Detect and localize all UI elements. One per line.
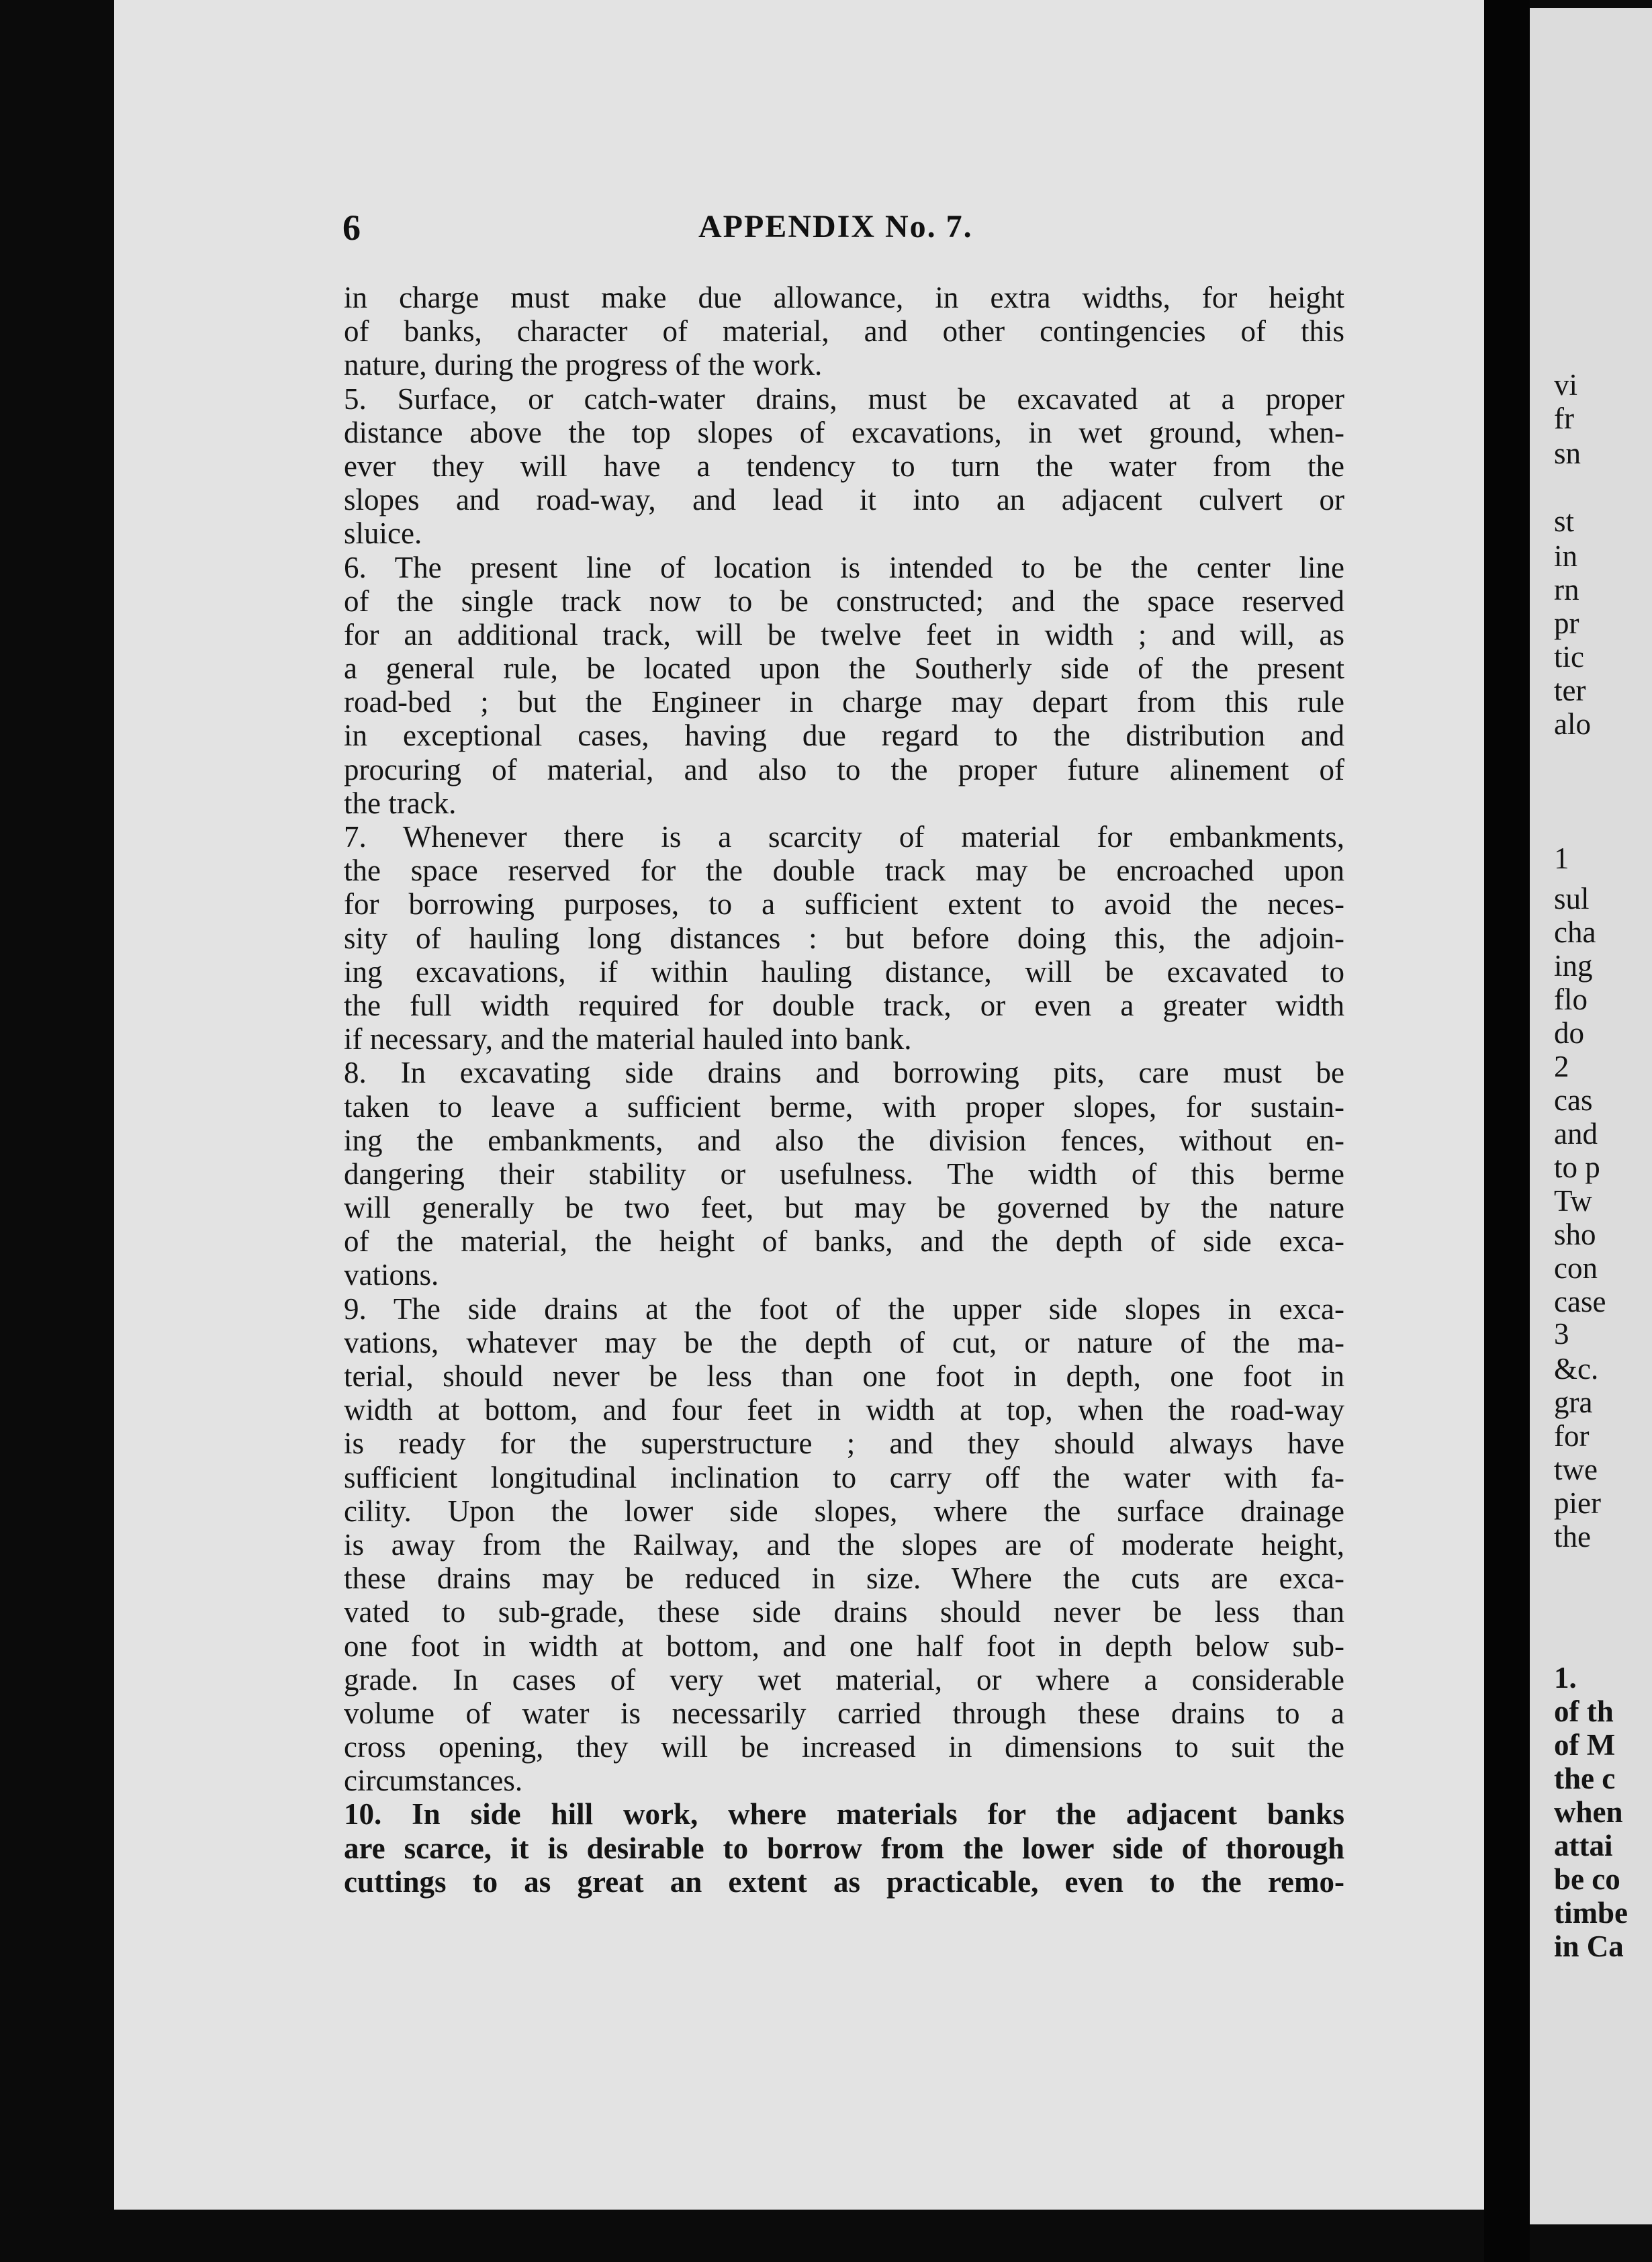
text-line: in exceptional cases, having due regard to the distribution and: [344, 719, 1344, 753]
text-line: sluice.: [344, 516, 422, 551]
text-line: for borrowing purposes, to a sufficient extent to avoid the neces-: [344, 887, 1344, 921]
right-page-fragment: gra: [1554, 1386, 1593, 1419]
right-page-fragment: when: [1554, 1795, 1623, 1829]
right-page-fragment: vi: [1554, 368, 1578, 402]
right-page-fragment: flo: [1554, 983, 1588, 1016]
text-line: sufficient longitudinal inclination to carry off the water with fa-: [344, 1460, 1344, 1494]
page-number: 6: [342, 208, 361, 248]
right-page-fragment: of th: [1554, 1694, 1614, 1728]
text-line: distance above the top slopes of excavations, in wet ground, when-: [344, 415, 1344, 449]
text-line: the full width required for double track, or even a greater width: [344, 988, 1344, 1022]
text-line: procuring of material, and also to the proper future alinement of: [344, 752, 1344, 786]
page-header: [342, 207, 1343, 254]
text-line: of the single track now to be constructed; and the space reserved: [344, 584, 1344, 618]
text-line: ing excavations, if within hauling distance, will be excavated to: [344, 954, 1344, 989]
right-page-fragment: timbe: [1554, 1896, 1628, 1930]
text-line: 6. The present line of location is intended to be the center line: [344, 550, 1344, 584]
running-head: APPENDIX No. 7.: [698, 209, 973, 244]
text-line: in charge must make due allowance, in extra widths, for height: [344, 281, 1344, 314]
text-line: these drains may be reduced in size. Where the cuts are exca-: [344, 1562, 1344, 1596]
text-line: nature, during the progress of the work.: [344, 348, 823, 382]
text-line: terial, should never be less than one foot in depth, one foot in: [344, 1359, 1344, 1393]
right-page-fragment: in Ca: [1554, 1930, 1624, 1963]
right-page-fragment: 2: [1554, 1050, 1569, 1083]
right-page-fragment: pr: [1554, 606, 1579, 640]
right-page-fragment: case: [1554, 1285, 1606, 1318]
text-line: of the material, the height of banks, and the depth of side exca-: [344, 1224, 1344, 1259]
text-line: the track.: [344, 786, 457, 820]
text-line: is away from the Railway, and the slopes are of moderate height,: [344, 1527, 1344, 1562]
right-page-fragment: 1: [1554, 842, 1569, 875]
right-page-fragment: ing: [1554, 949, 1593, 983]
book-gutter: [1484, 0, 1530, 2262]
text-line: ever they will have a tendency to turn the water from the: [344, 449, 1344, 483]
text-line: the space reserved for the double track may be encroached upon: [344, 854, 1344, 888]
right-page-fragment: alo: [1554, 707, 1591, 741]
text-line: 8. In excavating side drains and borrowing pits, care must be: [344, 1056, 1344, 1090]
right-page-fragment: the c: [1554, 1762, 1616, 1795]
text-line: 7. Whenever there is a scarcity of material for embankments,: [344, 820, 1344, 854]
text-line: slopes and road-way, and lead it into an adjacent culvert or: [344, 483, 1344, 517]
right-page-fragment: 3: [1554, 1317, 1569, 1351]
right-page-fragment: in: [1554, 539, 1578, 573]
right-page-fragment: the: [1554, 1520, 1591, 1553]
text-line: will generally be two feet, but may be governed by the nature: [344, 1191, 1344, 1225]
text-line: vations.: [344, 1258, 439, 1292]
text-line: if necessary, and the material hauled into bank.: [344, 1022, 912, 1056]
text-line: cuttings to as great an extent as practicable, even to the remo-: [344, 1864, 1344, 1899]
right-page-fragment: cha: [1554, 915, 1596, 949]
text-line: dangering their stability or usefulness. The width of this berme: [344, 1157, 1344, 1191]
right-page-fragment: to p: [1554, 1150, 1600, 1184]
text-line: sity of hauling long distances : but before doing this, the adjoin-: [344, 921, 1344, 955]
right-page-fragment: attai: [1554, 1829, 1613, 1862]
right-page-fragment: sho: [1554, 1218, 1596, 1251]
right-page-fragment: &c.: [1554, 1352, 1599, 1386]
text-line: 9. The side drains at the foot of the upper side slopes in exca-: [344, 1292, 1344, 1326]
text-line: taken to leave a sufficient berme, with proper slopes, for sustain-: [344, 1089, 1344, 1124]
text-line: vated to sub-grade, these side drains should never be less than: [344, 1595, 1344, 1629]
right-page-fragment: of M: [1554, 1728, 1616, 1762]
text-line: a general rule, be located upon the Southerly side of the present: [344, 651, 1344, 686]
right-page-fragment: ter: [1554, 674, 1586, 707]
right-page-fragments: [1530, 8, 1652, 2224]
right-page: [1530, 8, 1652, 2224]
right-page-fragment: fr: [1554, 402, 1574, 435]
right-page-fragment: 1.: [1554, 1661, 1577, 1694]
right-page-fragment: Tw: [1554, 1184, 1592, 1218]
right-page-fragment: be co: [1554, 1862, 1620, 1896]
text-line: 10. In side hill work, where materials for the adjacent banks: [344, 1797, 1344, 1831]
right-page-fragment: sul: [1554, 882, 1590, 915]
text-line: width at bottom, and four feet in width at top, when the road-way: [344, 1393, 1344, 1427]
right-page-fragment: st: [1554, 504, 1575, 538]
text-line: are scarce, it is desirable to borrow from the lower side of thorough: [344, 1831, 1344, 1865]
right-page-fragment: con: [1554, 1251, 1598, 1285]
text-line: cility. Upon the lower side slopes, where the surface drainage: [344, 1494, 1344, 1528]
right-page-fragment: rn: [1554, 573, 1579, 606]
text-line: circumstances.: [344, 1764, 523, 1798]
text-line: cross opening, they will be increased in dimensions to suit the: [344, 1730, 1344, 1764]
text-line: is ready for the superstructure ; and they should always have: [344, 1427, 1344, 1461]
text-line: of banks, character of material, and other contingencies of this: [344, 314, 1344, 349]
text-line: one foot in width at bottom, and one half foot in depth below sub-: [344, 1629, 1344, 1663]
text-line: grade. In cases of very wet material, or where a considerable: [344, 1662, 1344, 1696]
right-page-fragment: cas: [1554, 1083, 1593, 1117]
text-line: ing the embankments, and also the division fences, without en-: [344, 1123, 1344, 1157]
right-page-fragment: twe: [1554, 1453, 1598, 1486]
right-page-fragment: sn: [1554, 437, 1581, 470]
right-page-fragment: tic: [1554, 640, 1584, 674]
right-page-fragment: and: [1554, 1117, 1598, 1150]
right-page-fragment: for: [1554, 1419, 1590, 1453]
text-line: road-bed ; but the Engineer in charge may depart from this rule: [344, 685, 1344, 719]
text-line: volume of water is necessarily carried through these drains to a: [344, 1696, 1344, 1730]
body-text: [344, 281, 1344, 1899]
right-page-fragment: do: [1554, 1016, 1584, 1050]
text-line: vations, whatever may be the depth of cut, or nature of the ma-: [344, 1325, 1344, 1359]
right-page-fragment: pier: [1554, 1486, 1601, 1520]
text-line: for an additional track, will be twelve feet in width ; and will, as: [344, 617, 1344, 651]
text-line: 5. Surface, or catch-water drains, must be excavated at a proper: [344, 381, 1344, 416]
